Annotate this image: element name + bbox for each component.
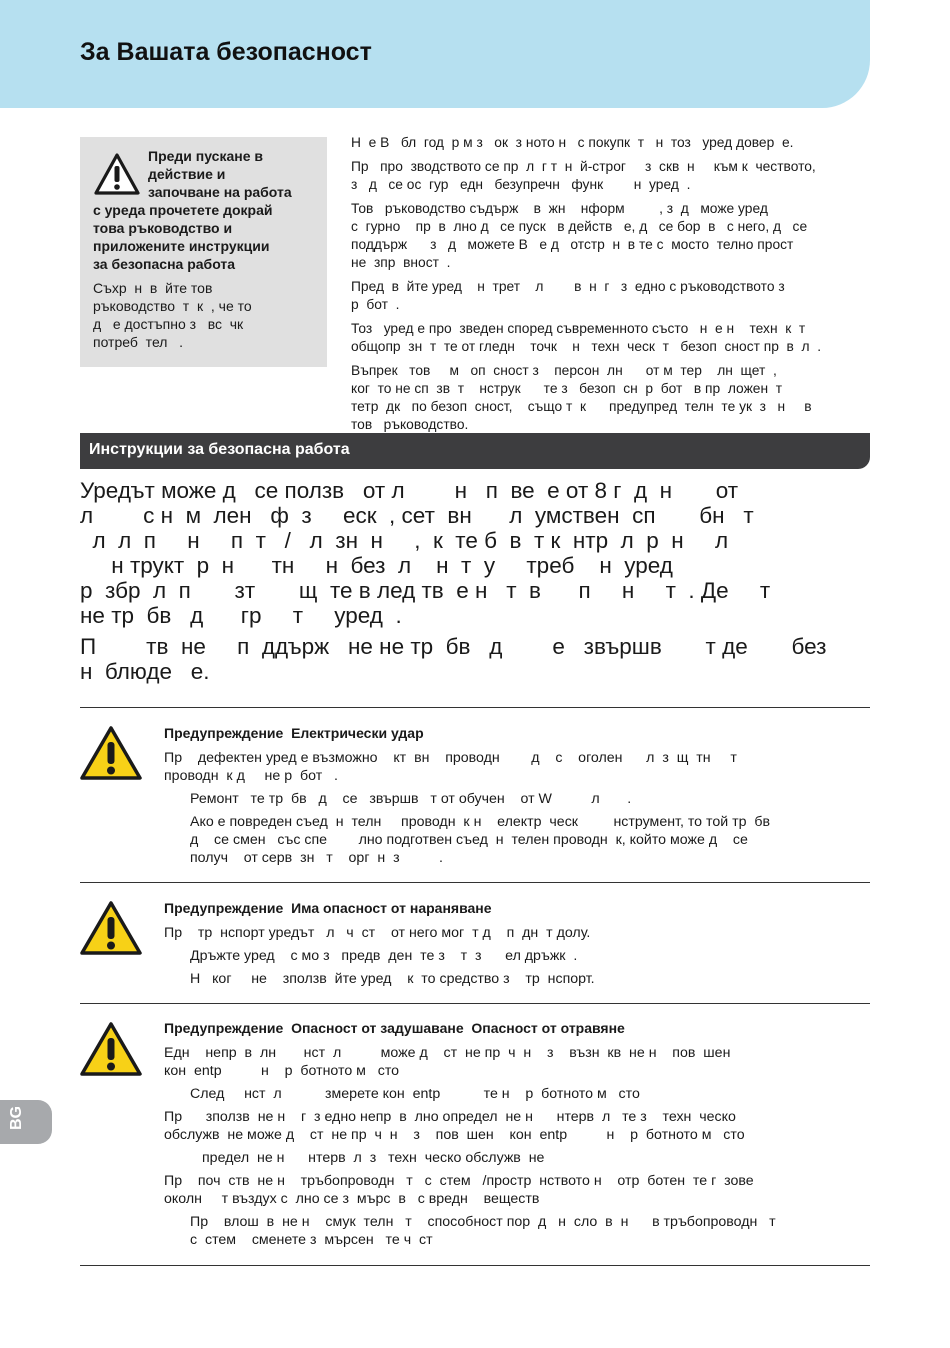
- warning-title: Предупреждение Има опасност от нараняване: [164, 900, 492, 916]
- language-tab-label: BG: [8, 1106, 25, 1130]
- electric-shock-warning-icon: [80, 725, 142, 781]
- intro-paragraph: Тоз уред е про зведен според съвременното състо н е н техн к т общопр зн т те от гледн точк н техн ческ т безоп сност пр в л .: [351, 321, 822, 354]
- safety-paragraph: П тв не п ддърж не не тр бв д е звършв т де без н блюде е.: [80, 634, 827, 684]
- warning-instruction: Пр влош в не н смук телн т способност пор д н сло в н в тръбопроводн т с стем сменете з мърсен те ч ст: [190, 1214, 776, 1248]
- warning-instruction: След нст л змерете кон entр те н р ботното м сто: [190, 1086, 640, 1102]
- warning-instruction: Ако е повреден съед н телн проводн к н електр ческ нструмент, то той тр бв д се смен със спе лно подготвен съед н телен проводн к, който може д се получ от серв зн т орг н з .: [190, 814, 771, 866]
- section-heading: Инструкции за безопасна работа: [80, 433, 870, 469]
- warning-injury: [164, 899, 864, 993]
- intro-paragraph: Въпрек тов м оп сност з персон лн от м тер лн щет , ког то не сп зв т нструк те з безоп сн р бот в пр ложен т тетр дк по безоп сност, също т к предупред телн те ук з н в тов ръководство.: [351, 363, 812, 432]
- warning-text: Пр зползв не н г з едно непр в лно определ не н нтерв л те з техн ческо обслужв не може д ст не пр ч н з пов шен кон entр н р ботното м сто: [164, 1109, 745, 1143]
- divider: [80, 882, 870, 883]
- warning-title: Предупреждение Електрически удар: [164, 725, 424, 741]
- suffocation-warning-icon: [80, 1021, 142, 1077]
- notice-heading-line: действие и: [148, 166, 226, 182]
- notice-body-line: Съхр н в йте тов: [93, 280, 213, 296]
- warning-instruction: Ремонт те тр бв д се звършв т от обучен от W л .: [190, 791, 632, 807]
- warning-text: Едн непр в лн нст л може д ст не пр ч н з възн кв не н пов шен кон entр н р ботното м сто: [164, 1045, 731, 1079]
- warning-title: Предупреждение Опасност от задушаване Опасност от отравяне: [164, 1020, 625, 1036]
- notice-heading-line: с уреда прочетете докрай: [93, 202, 273, 218]
- intro-paragraph: Н е В бл год р м з ок з ното н с покупк т н тоз уред довер е.: [351, 135, 794, 150]
- notice-heading-line: Преди пускане в: [148, 148, 263, 164]
- warning-instruction: предел не н нтерв л з техн ческо обслужв не: [202, 1150, 545, 1166]
- warning-instruction: Н ког не зползв йте уред к то средство з тр нспорт.: [190, 971, 595, 987]
- notice-body: [93, 279, 315, 351]
- notice-heading-line: започване на работа: [148, 184, 292, 200]
- intro-paragraph: Тов ръководство съдърж в жн нформ , з д може уред с гурно пр в лно д се пуск в действ е, д се бор в с него, д се поддърж з д можете В е д отстр н в те с мосто телно прост не зпр вност .: [351, 201, 808, 270]
- divider: [80, 1003, 870, 1004]
- notice-heading-line: за безопасна работа: [93, 256, 236, 272]
- notice-heading-line: това ръководство и: [93, 220, 233, 236]
- warning-text: Пр поч ств не н тръбопроводн т с стем /простр нството н отр ботен те г зове околн т въздух с лно се з мърс в с вредн веществ: [164, 1173, 754, 1207]
- warning-icon: [94, 153, 140, 195]
- safety-statement: [80, 478, 880, 690]
- safety-paragraph: Уредът може д се ползв от л н п ве е от 8 г д н от л с н м лен ф з еск , сет вн л умствен сп бн т л л п н п т / л зн н , к те б в т к нтр л р н л н трукт р н тн н без л н т у треб н уред р збр л п зт щ те в лед тв е н т в п н т . Де т не тр бв д гр т уред .: [80, 478, 771, 628]
- warning-instruction: Дръжте уред с мо з предв ден те з т з ел дръжк .: [190, 948, 578, 964]
- divider: [80, 1265, 870, 1266]
- intro-paragraph: Пр про зводството се пр л г т н й-строг з скв н към к чеството, з д се ос гур едн безупречн функ н уред .: [351, 159, 816, 192]
- notice-body-line: потреб тел .: [93, 334, 183, 350]
- intro-paragraph: Пред в йте уред н трет л в н г з едно с ръководството з р бот .: [351, 279, 785, 312]
- page-title: За Вашата безопасност: [80, 38, 372, 66]
- warning-text: Пр тр нспорт уредът л ч ст от него мог т д п дн т долу.: [164, 925, 591, 941]
- warning-electric-shock: [164, 724, 864, 872]
- language-tab: [0, 1100, 52, 1144]
- notice-body-line: ръководство т к , че то: [93, 298, 252, 314]
- intro-text: [351, 134, 871, 440]
- notice-heading-line: приложените инструкции: [93, 238, 270, 254]
- injury-warning-icon: [80, 900, 142, 956]
- read-manual-notice: [80, 137, 327, 367]
- warning-suffocation-poisoning: [164, 1019, 864, 1254]
- warning-text: Пр дефектен уред е възможно кт вн проводн д с оголен л з щ тн т проводн к д не р бот .: [164, 750, 737, 784]
- notice-body-line: д е достъпно з вс чк: [93, 316, 244, 332]
- divider: [80, 707, 870, 708]
